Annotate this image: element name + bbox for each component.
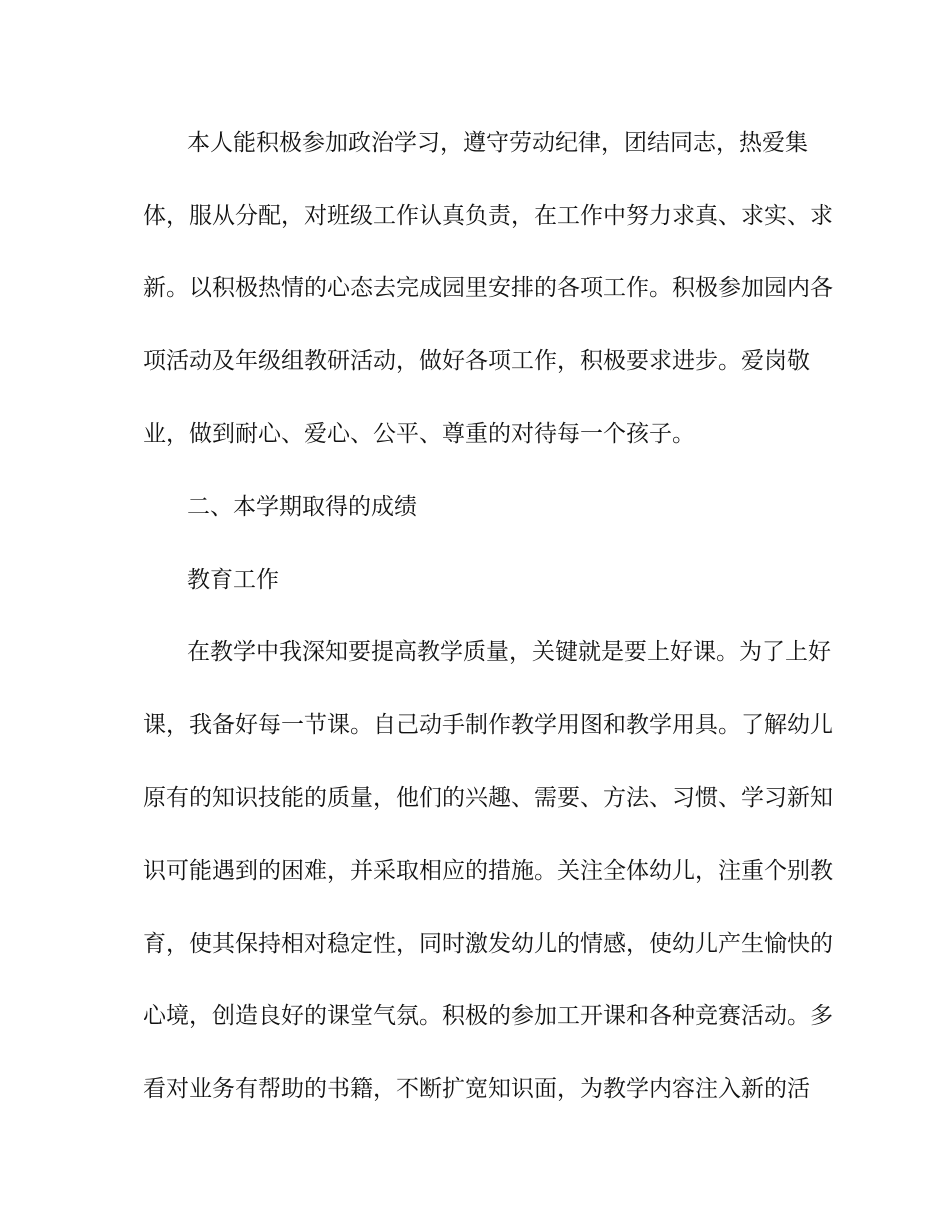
paragraph-line: 育，使其保持相对稳定性，同时激发幼儿的情感，使幼儿产生愉快的 [143, 931, 833, 957]
paragraph-line: 在教学中我深知要提高教学质量，关键就是要上好课。为了上好 [187, 639, 831, 665]
section-heading: 二、本学期取得的成绩 [187, 494, 417, 520]
paragraph-line: 原有的知识技能的质量，他们的兴趣、需要、方法、习惯、学习新知 [143, 785, 833, 811]
paragraph-line: 心境，创造良好的课堂气氛。积极的参加工开课和各种竞赛活动。多 [143, 1003, 833, 1029]
paragraph-line: 课，我备好每一节课。自己动手制作教学用图和教学用具。了解幼儿 [143, 712, 833, 738]
paragraph-line: 新。以积极热情的心态去完成园里安排的各项工作。积极参加园内各 [143, 275, 833, 301]
paragraph-line: 识可能遇到的困难，并采取相应的措施。关注全体幼儿，注重个别教 [143, 858, 833, 884]
paragraph-line: 看对业务有帮助的书籍，不断扩宽知识面，为教学内容注入新的活 [143, 1076, 810, 1102]
paragraph-line: 本人能积极参加政治学习，遵守劳动纪律，团结同志，热爱集 [187, 130, 808, 156]
subsection-heading: 教育工作 [187, 567, 279, 593]
paragraph-line: 业，做到耐心、爱心、公平、尊重的对待每一个孩子。 [143, 421, 695, 447]
paragraph-line: 体，服从分配，对班级工作认真负责，在工作中努力求真、求实、求 [143, 203, 833, 229]
paragraph-line: 项活动及年级组教研活动，做好各项工作，积极要求进步。爱岗敬 [143, 348, 810, 374]
